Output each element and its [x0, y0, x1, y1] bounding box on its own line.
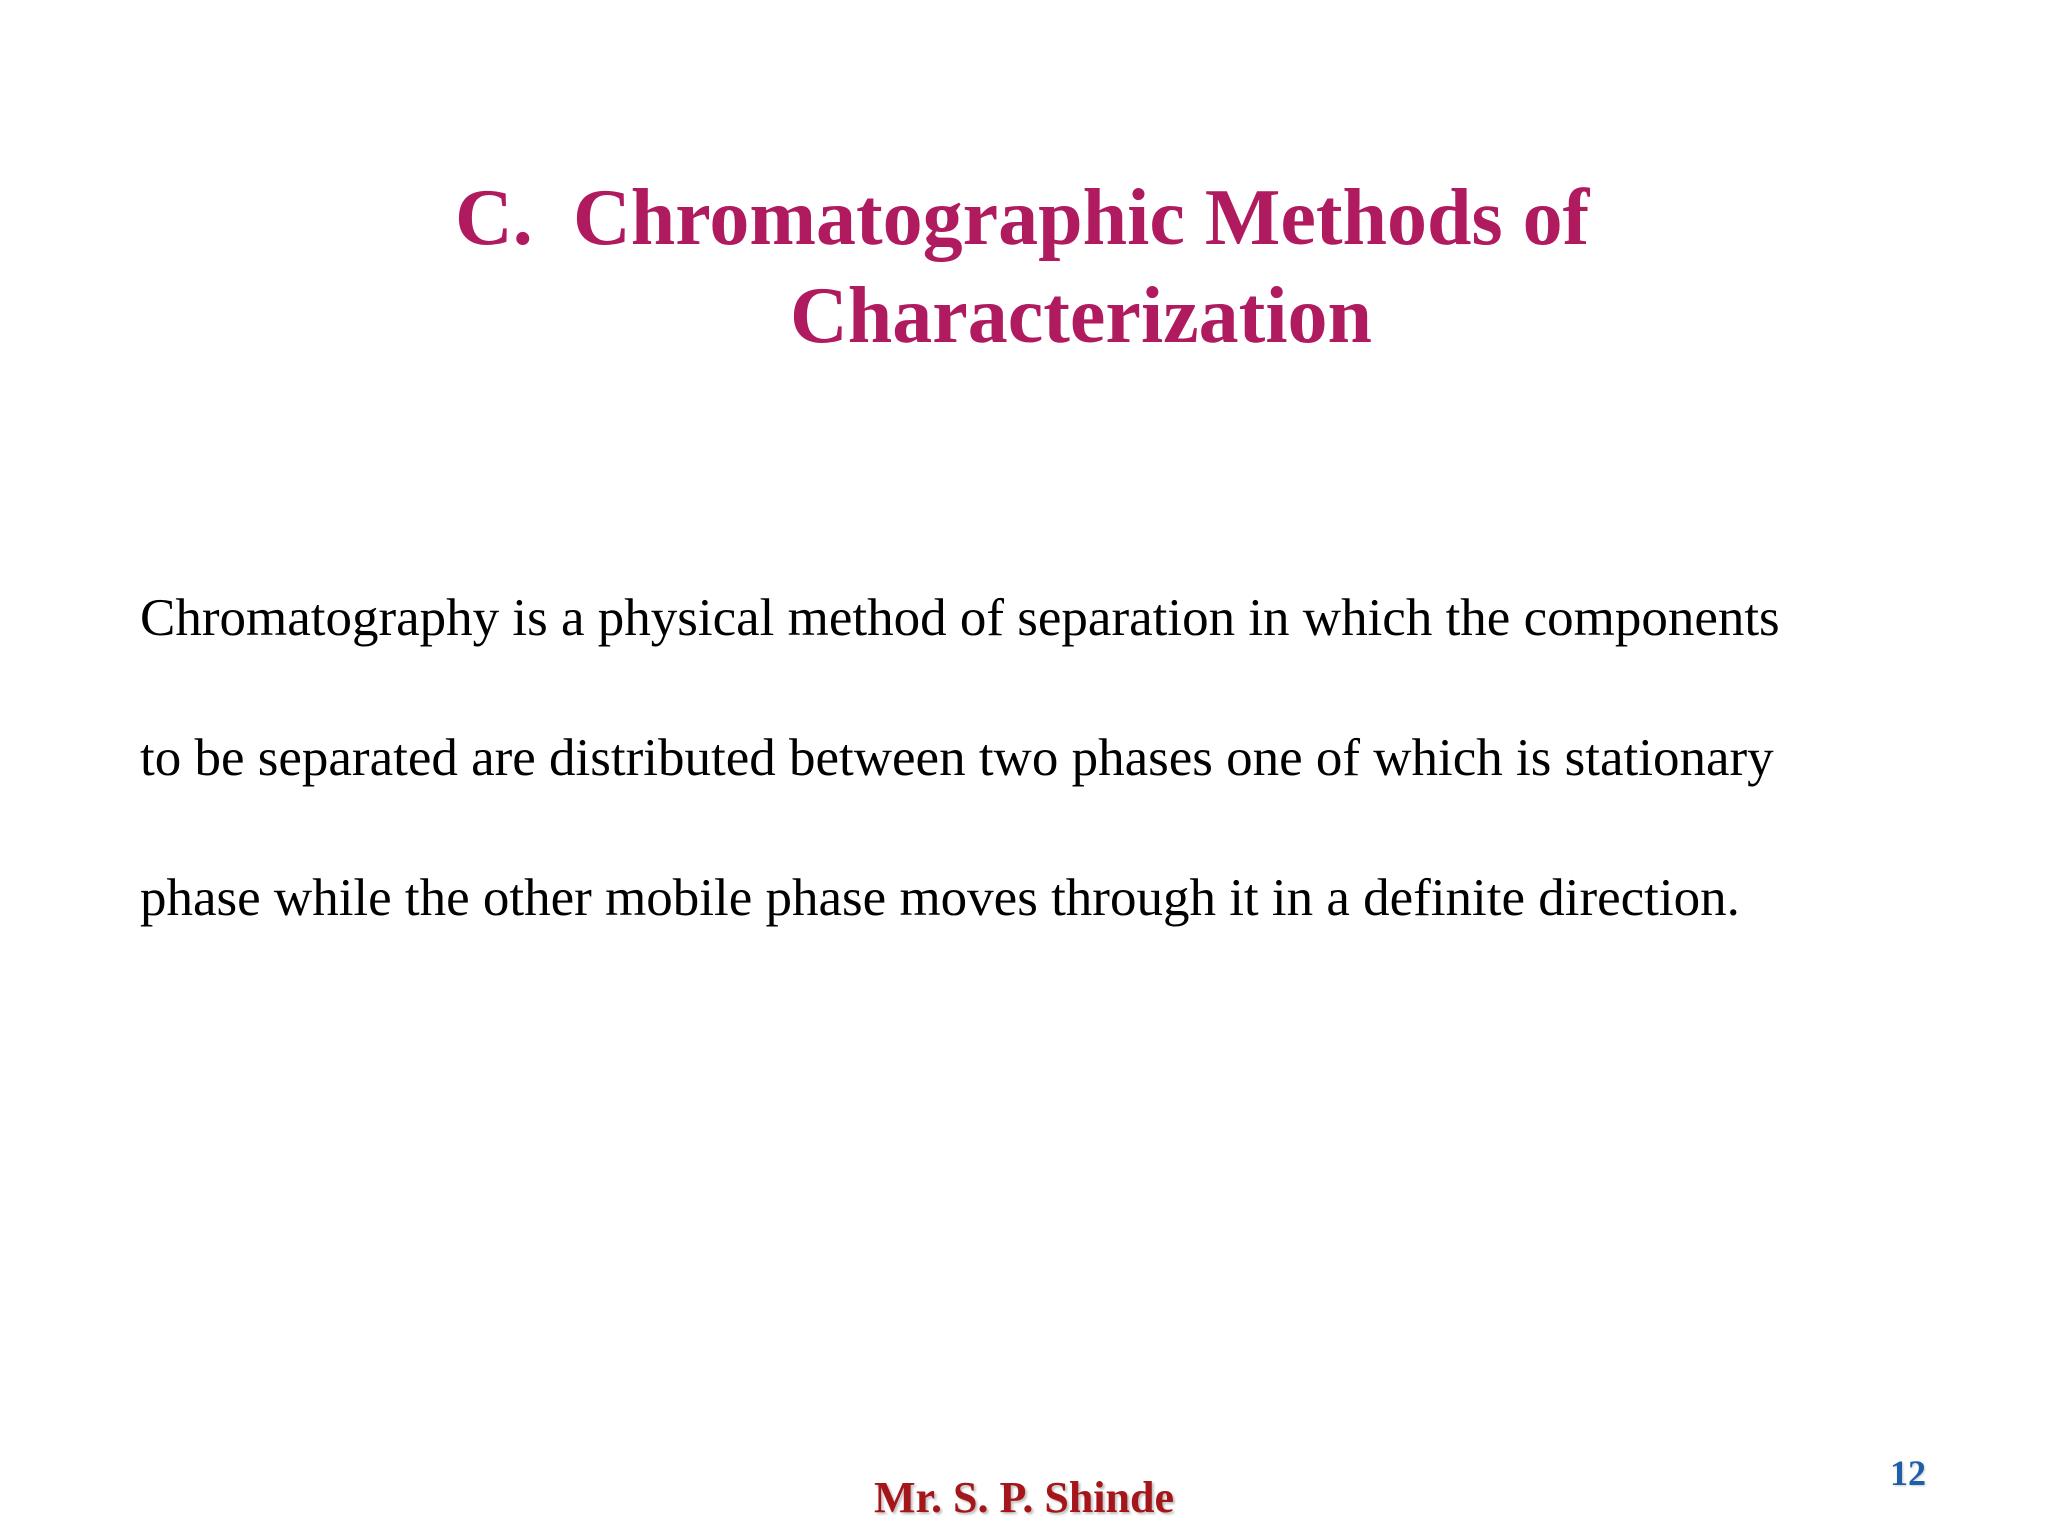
title-label: C.: [455, 174, 533, 262]
body-paragraph: [140, 548, 1920, 968]
footer-author: Mr. S. P. Shinde: [874, 1473, 1174, 1522]
title-text-line-1: Chromatographic Methods of: [573, 174, 1590, 262]
body-line-1: Chromatography is a physical method of separation in which the components: [140, 589, 1780, 647]
body-line-3: phase while the other mobile phase moves through it in a definite direction.: [140, 869, 1740, 927]
page-number: 12: [1890, 1453, 1926, 1493]
body-line-2: to be separated are distributed between two phases one of which is stationary: [140, 729, 1774, 787]
title-line-1: [455, 170, 1589, 266]
title-line-2: Characterization: [790, 272, 1373, 360]
